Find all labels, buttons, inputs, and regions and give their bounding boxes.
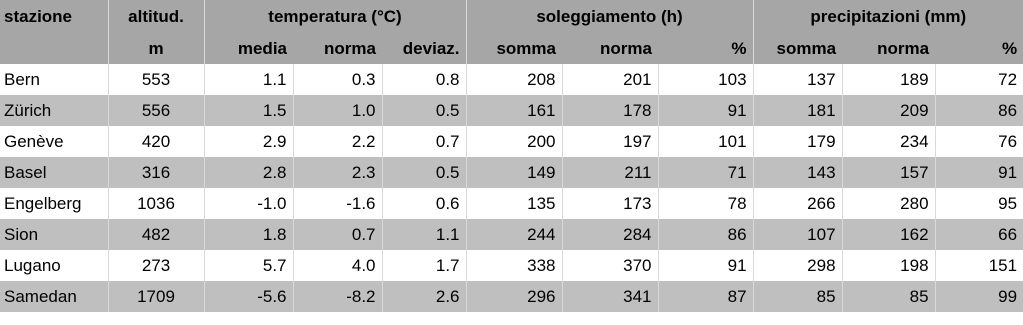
cell-sole-norma: 201 xyxy=(562,64,658,95)
cell-temp-media: -1.0 xyxy=(204,188,293,219)
cell-stazione: Sion xyxy=(0,219,108,250)
cell-prec-pct: 151 xyxy=(935,250,1023,281)
cell-temp-deviaz: 0.6 xyxy=(382,188,466,219)
cell-temp-media: 1.1 xyxy=(204,64,293,95)
cell-altitud: 556 xyxy=(108,95,204,126)
header-sole-somma: somma xyxy=(466,33,562,64)
cell-stazione: Genève xyxy=(0,126,108,157)
cell-prec-pct: 76 xyxy=(935,126,1023,157)
cell-temp-media: 2.9 xyxy=(204,126,293,157)
cell-sole-norma: 211 xyxy=(562,157,658,188)
table-row xyxy=(0,157,1023,188)
cell-prec-pct: 99 xyxy=(935,281,1023,312)
cell-temp-deviaz: 0.5 xyxy=(382,157,466,188)
cell-prec-somma: 266 xyxy=(753,188,842,219)
cell-sole-somma: 149 xyxy=(466,157,562,188)
cell-prec-somma: 143 xyxy=(753,157,842,188)
cell-prec-somma: 85 xyxy=(753,281,842,312)
table-body xyxy=(0,64,1023,312)
cell-sole-somma: 296 xyxy=(466,281,562,312)
cell-sole-somma: 208 xyxy=(466,64,562,95)
cell-stazione: Engelberg xyxy=(0,188,108,219)
cell-sole-norma: 341 xyxy=(562,281,658,312)
header-temp-deviaz: deviaz. xyxy=(382,33,466,64)
cell-sole-pct: 103 xyxy=(658,64,753,95)
cell-temp-norma: 0.7 xyxy=(293,219,382,250)
cell-sole-pct: 91 xyxy=(658,250,753,281)
cell-prec-norma: 198 xyxy=(842,250,935,281)
header-stazione-blank xyxy=(0,33,108,64)
cell-altitud: 316 xyxy=(108,157,204,188)
cell-temp-norma: -1.6 xyxy=(293,188,382,219)
cell-stazione: Bern xyxy=(0,64,108,95)
table-row xyxy=(0,64,1023,95)
header-altitud: altitud. xyxy=(108,0,204,33)
cell-temp-deviaz: 1.7 xyxy=(382,250,466,281)
cell-sole-somma: 200 xyxy=(466,126,562,157)
cell-temp-norma: 4.0 xyxy=(293,250,382,281)
cell-sole-somma: 161 xyxy=(466,95,562,126)
header-row-groups xyxy=(0,0,1023,33)
cell-prec-pct: 91 xyxy=(935,157,1023,188)
cell-sole-pct: 101 xyxy=(658,126,753,157)
cell-temp-deviaz: 0.5 xyxy=(382,95,466,126)
table-row xyxy=(0,188,1023,219)
cell-temp-norma: 2.3 xyxy=(293,157,382,188)
table-row xyxy=(0,219,1023,250)
cell-prec-norma: 280 xyxy=(842,188,935,219)
cell-temp-norma: -8.2 xyxy=(293,281,382,312)
table-row xyxy=(0,126,1023,157)
cell-altitud: 273 xyxy=(108,250,204,281)
cell-temp-norma: 1.0 xyxy=(293,95,382,126)
header-temp-norma: norma xyxy=(293,33,382,64)
cell-sole-norma: 370 xyxy=(562,250,658,281)
header-precipitazioni: precipitazioni (mm) xyxy=(753,0,1023,33)
cell-prec-norma: 162 xyxy=(842,219,935,250)
cell-prec-norma: 234 xyxy=(842,126,935,157)
header-sole-norma: norma xyxy=(562,33,658,64)
cell-sole-somma: 244 xyxy=(466,219,562,250)
header-row-subcolumns xyxy=(0,33,1023,64)
cell-temp-norma: 2.2 xyxy=(293,126,382,157)
cell-prec-norma: 85 xyxy=(842,281,935,312)
header-prec-norma: norma xyxy=(842,33,935,64)
cell-prec-norma: 157 xyxy=(842,157,935,188)
cell-prec-pct: 72 xyxy=(935,64,1023,95)
cell-temp-deviaz: 0.8 xyxy=(382,64,466,95)
header-temperatura: temperatura (°C) xyxy=(204,0,466,33)
cell-sole-pct: 78 xyxy=(658,188,753,219)
cell-prec-somma: 181 xyxy=(753,95,842,126)
cell-altitud: 553 xyxy=(108,64,204,95)
cell-temp-norma: 0.3 xyxy=(293,64,382,95)
cell-altitud: 420 xyxy=(108,126,204,157)
cell-sole-norma: 197 xyxy=(562,126,658,157)
cell-temp-deviaz: 1.1 xyxy=(382,219,466,250)
table-row xyxy=(0,95,1023,126)
cell-temp-media: 5.7 xyxy=(204,250,293,281)
cell-stazione: Basel xyxy=(0,157,108,188)
table-header xyxy=(0,0,1023,64)
cell-prec-norma: 189 xyxy=(842,64,935,95)
cell-altitud: 1709 xyxy=(108,281,204,312)
cell-sole-norma: 178 xyxy=(562,95,658,126)
cell-prec-somma: 179 xyxy=(753,126,842,157)
cell-sole-somma: 135 xyxy=(466,188,562,219)
cell-stazione: Samedan xyxy=(0,281,108,312)
cell-stazione: Lugano xyxy=(0,250,108,281)
cell-stazione: Zürich xyxy=(0,95,108,126)
header-prec-pct: % xyxy=(935,33,1023,64)
cell-prec-somma: 107 xyxy=(753,219,842,250)
cell-sole-pct: 87 xyxy=(658,281,753,312)
header-altitud-unit: m xyxy=(108,33,204,64)
header-soleggiamento: soleggiamento (h) xyxy=(466,0,753,33)
cell-temp-media: 1.5 xyxy=(204,95,293,126)
cell-prec-pct: 86 xyxy=(935,95,1023,126)
cell-prec-pct: 95 xyxy=(935,188,1023,219)
cell-sole-pct: 71 xyxy=(658,157,753,188)
cell-sole-norma: 284 xyxy=(562,219,658,250)
cell-sole-pct: 86 xyxy=(658,219,753,250)
cell-temp-deviaz: 2.6 xyxy=(382,281,466,312)
cell-prec-somma: 137 xyxy=(753,64,842,95)
cell-temp-media: 2.8 xyxy=(204,157,293,188)
cell-sole-norma: 173 xyxy=(562,188,658,219)
cell-altitud: 1036 xyxy=(108,188,204,219)
cell-temp-deviaz: 0.7 xyxy=(382,126,466,157)
cell-temp-media: 1.8 xyxy=(204,219,293,250)
table-row xyxy=(0,281,1023,312)
cell-prec-somma: 298 xyxy=(753,250,842,281)
header-sole-pct: % xyxy=(658,33,753,64)
cell-temp-media: -5.6 xyxy=(204,281,293,312)
header-stazione: stazione xyxy=(0,0,108,33)
cell-sole-pct: 91 xyxy=(658,95,753,126)
cell-altitud: 482 xyxy=(108,219,204,250)
header-prec-somma: somma xyxy=(753,33,842,64)
cell-prec-norma: 209 xyxy=(842,95,935,126)
cell-prec-pct: 66 xyxy=(935,219,1023,250)
table-row xyxy=(0,250,1023,281)
cell-sole-somma: 338 xyxy=(466,250,562,281)
header-temp-media: media xyxy=(204,33,293,64)
